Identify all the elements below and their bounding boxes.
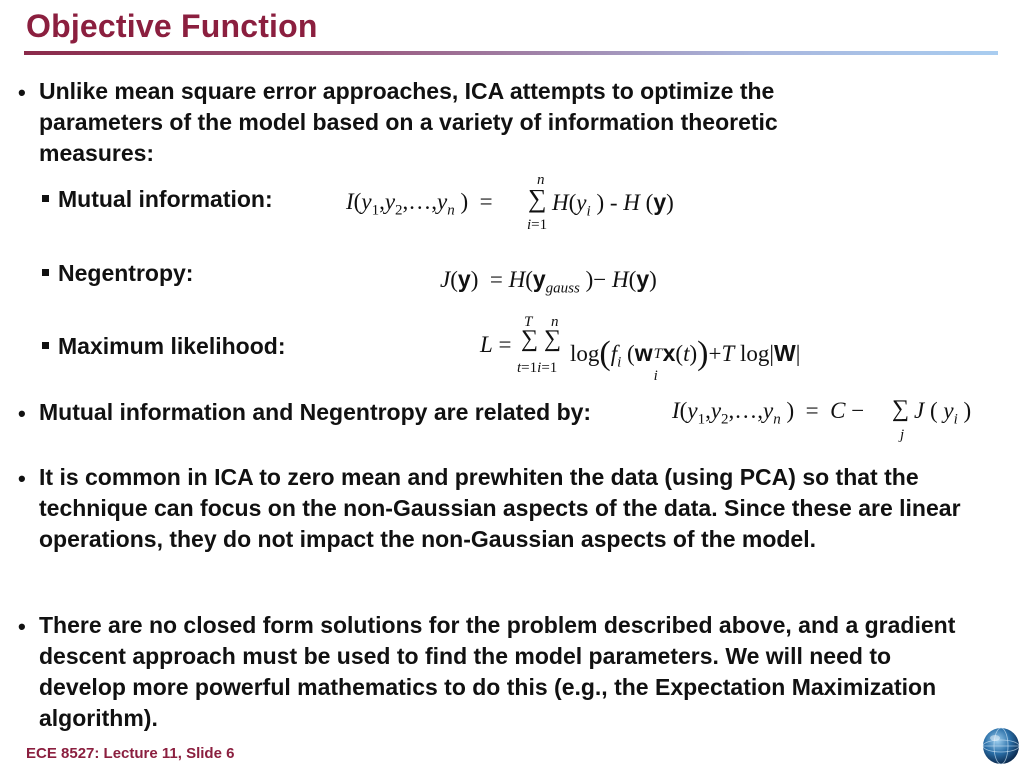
bullet-marker: • bbox=[18, 80, 26, 105]
page-title: Objective Function bbox=[26, 8, 318, 44]
sub-bullet-marker bbox=[42, 269, 49, 276]
sub-bullet-marker bbox=[42, 342, 49, 349]
sub-bullet-marker bbox=[42, 195, 49, 202]
sub-bullet-mutual-information-label: Mutual information: bbox=[58, 186, 273, 212]
bullet-marker: • bbox=[18, 401, 26, 426]
sub-bullet-maximum-likelihood-label: Maximum likelihood: bbox=[58, 333, 286, 359]
bullet-3-text: It is common in ICA to zero mean and prewhiten the data (using PCA) so that the technique can focus on the non-Gaussian aspects of the data. Since these are linear operations, they do not impact the non-Gaussian aspects of the model. bbox=[39, 464, 961, 552]
title-divider bbox=[24, 51, 998, 55]
bullet-1-text: Unlike mean square error approaches, ICA attempts to optimize the parameters of the model based on a variety of information theoretic measures: bbox=[39, 78, 778, 166]
sub-bullet-negentropy-label: Negentropy: bbox=[58, 260, 194, 286]
bullet-4-text: There are no closed form solutions for the problem described above, and a gradient descent approach must be used to find the model parameters. We will need to develop more powerful mathematics to do this (e.g., the Expectation Maximization algorithm). bbox=[39, 612, 956, 731]
slide-footer: ECE 8527: Lecture 11, Slide 6 bbox=[26, 745, 235, 762]
bullet-2-text: Mutual information and Negentropy are related by: bbox=[39, 399, 592, 425]
negentropy-equation: $J(y) = H(y_{gauss}$ )− H(y) bbox=[440, 266, 657, 297]
bullet-marker: • bbox=[18, 614, 26, 639]
bullet-marker: • bbox=[18, 466, 26, 491]
globe-logo-icon bbox=[980, 726, 1022, 766]
